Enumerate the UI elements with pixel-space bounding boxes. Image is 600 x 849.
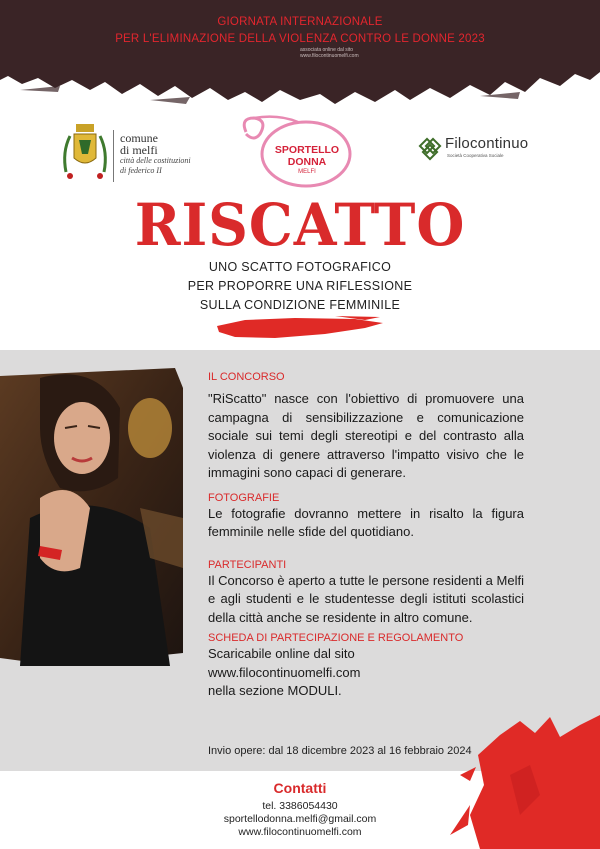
section-text-fotografie: Le fotografie dovranno mettere in risalto la figura femminile nelle sfide del quotidiano. (208, 505, 524, 539)
red-brush-stroke (215, 314, 385, 340)
melfi-line1: comune (120, 131, 158, 145)
contact-email[interactable]: sportellodonna.melfi@gmail.com (223, 813, 377, 825)
submission-dates: Invio opere: dal 18 dicembre 2023 al 16 febbraio 2024 (208, 745, 472, 757)
section-text-concorso: "RiScatto" nasce con l'obiettivo di promuovere una campagna di sensibilizzazione e comunicazione sociale sui temi degli stereotipi e del contrasto alla violenza di genere attraverso l'impatto visivo che le immagini sono capaci di generare. (208, 391, 524, 480)
section-text-scheda (208, 645, 524, 701)
contacts-heading: Contatti (273, 780, 327, 796)
subtitle-line1: UNO SCATTO FOTOGRAFICO (208, 260, 392, 274)
event-title-line1: GIORNATA INTERNAZIONALE (217, 16, 383, 28)
comune-di-melfi-logo-text (120, 132, 230, 176)
sportello-line2: DONNA (287, 156, 327, 168)
melfi-line3: città delle costituzioni (120, 156, 191, 165)
section-title-scheda: SCHEDA DI PARTECIPAZIONE E REGOLAMENTO (208, 632, 464, 644)
fine-print-line1: associata online dal sito (300, 47, 354, 53)
subtitle (0, 258, 600, 315)
main-title: RISCATTO (134, 191, 466, 259)
event-title-line2: PER L'ELIMINAZIONE DELLA VIOLENZA CONTRO LE DONNE 2023 (115, 33, 485, 45)
section-title-concorso: IL CONCORSO (208, 371, 285, 383)
fine-print-line2: www.filocontinuomelfi.com (300, 53, 359, 59)
melfi-line4: di federico II (120, 166, 162, 175)
woman-photo (0, 368, 183, 666)
filocontinuo-logo-name: Filocontinuo (445, 135, 529, 152)
header-fine-print (300, 47, 430, 59)
event-title (0, 14, 600, 48)
subtitle-line3: SULLA CONDIZIONE FEMMINILE (199, 298, 401, 312)
filocontinuo-logo-subtitle: Società Cooperativa Sociale (447, 153, 504, 158)
section-text-partecipanti: Il Concorso è aperto a tutte le persone residenti a Melfi e agli studenti e le studentesse degli istituti scolastici della città anche se residente in altro comune. (208, 572, 524, 625)
melfi-line2: di melfi (120, 143, 158, 157)
scheda-line3: nella sezione MODULI. (208, 683, 342, 698)
subtitle-line2: PER PROPORRE UNA RIFLESSIONE (187, 279, 413, 293)
logo-divider (113, 130, 114, 182)
section-title-fotografie: FOTOGRAFIE (208, 491, 280, 504)
contact-website[interactable]: www.filocontinuomelfi.com (238, 826, 362, 838)
contact-phone[interactable]: tel. 3386054430 (262, 800, 338, 812)
sportello-line3: MELFI (298, 169, 316, 175)
contest-details (208, 370, 524, 709)
sportello-line1: SPORTELLO (274, 144, 340, 156)
scheda-line1: Scaricabile online dal sito (208, 646, 355, 661)
scheda-website-link[interactable]: www.filocontinuomelfi.com (208, 664, 361, 680)
section-title-partecipanti: PARTECIPANTI (208, 558, 287, 571)
